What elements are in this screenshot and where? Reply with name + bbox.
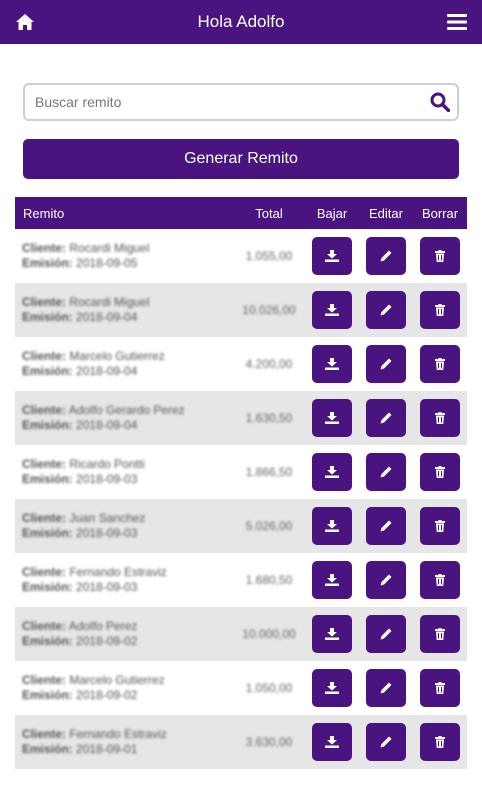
download-cell [305, 615, 359, 653]
emission-date: 2018-09-02 [76, 688, 138, 702]
emission-date: 2018-09-03 [76, 580, 138, 594]
pencil-icon [380, 358, 392, 370]
generate-remito-button[interactable]: Generar Remito [23, 139, 459, 179]
remito-cell [15, 511, 233, 541]
delete-button[interactable] [420, 507, 460, 545]
download-cell [305, 399, 359, 437]
download-cell [305, 561, 359, 599]
client-label: Cliente: [22, 241, 67, 255]
delete-cell [413, 669, 467, 707]
remito-cell [15, 619, 233, 649]
date-label: Emisión: [22, 688, 73, 702]
download-cell [305, 237, 359, 275]
trash-icon [435, 574, 445, 586]
delete-cell [413, 453, 467, 491]
table-row [15, 337, 467, 391]
total-cell: 3.630,00 [245, 735, 293, 749]
client-label: Cliente: [22, 457, 67, 471]
emission-date: 2018-09-02 [76, 634, 138, 648]
delete-button[interactable] [420, 453, 460, 491]
delete-button[interactable] [420, 615, 460, 653]
edit-cell [359, 723, 413, 761]
download-icon [325, 520, 339, 532]
client-line [22, 241, 233, 256]
table-body [15, 229, 467, 769]
total-cell: 5.026,00 [245, 519, 293, 533]
date-label: Emisión: [22, 418, 73, 432]
pencil-icon [380, 628, 392, 640]
pencil-icon [380, 412, 392, 424]
table-row [15, 283, 467, 337]
hamburger-menu-icon [447, 14, 467, 30]
column-header-remito: Remito [23, 205, 65, 221]
download-button[interactable] [312, 507, 352, 545]
emission-date: 2018-09-04 [76, 418, 138, 432]
edit-cell [359, 237, 413, 275]
delete-cell [413, 615, 467, 653]
total-cell: 1.630,50 [245, 411, 293, 425]
download-icon [325, 466, 339, 478]
remito-cell [15, 457, 233, 487]
date-label: Emisión: [22, 580, 73, 594]
download-button[interactable] [312, 669, 352, 707]
trash-icon [435, 736, 445, 748]
table-row [15, 499, 467, 553]
delete-button[interactable] [420, 237, 460, 275]
date-line [22, 634, 233, 649]
download-icon [325, 250, 339, 262]
client-name: Rocardi Miguel [69, 241, 150, 255]
download-icon [325, 358, 339, 370]
delete-cell [413, 237, 467, 275]
edit-button[interactable] [366, 345, 406, 383]
edit-cell [359, 453, 413, 491]
delete-button[interactable] [420, 291, 460, 329]
emission-date: 2018-09-04 [76, 310, 138, 324]
download-cell [305, 345, 359, 383]
client-label: Cliente: [22, 673, 67, 687]
delete-cell [413, 399, 467, 437]
client-line [22, 349, 233, 364]
download-button[interactable] [312, 237, 352, 275]
client-line [22, 565, 233, 580]
trash-icon [435, 682, 445, 694]
client-line [22, 403, 233, 418]
remito-cell [15, 673, 233, 703]
edit-button[interactable] [366, 615, 406, 653]
column-header-edit: Editar [369, 205, 403, 221]
home-button[interactable] [12, 9, 38, 35]
date-line [22, 742, 233, 757]
date-line [22, 472, 233, 487]
client-label: Cliente: [22, 403, 67, 417]
delete-button[interactable] [420, 723, 460, 761]
menu-button[interactable] [444, 9, 470, 35]
client-name: Marcelo Gutierrez [69, 349, 165, 363]
download-cell [305, 507, 359, 545]
date-line [22, 256, 233, 271]
remito-cell [15, 349, 233, 379]
column-header-download: Bajar [316, 205, 348, 221]
delete-cell [413, 291, 467, 329]
pencil-icon [380, 736, 392, 748]
table-header [15, 197, 467, 229]
table-row [15, 229, 467, 283]
date-line [22, 364, 233, 379]
download-cell [305, 291, 359, 329]
edit-cell [359, 561, 413, 599]
download-button[interactable] [312, 723, 352, 761]
client-name: Adolfo Perez [68, 619, 138, 633]
edit-cell [359, 291, 413, 329]
download-button[interactable] [312, 345, 352, 383]
client-line [22, 295, 233, 310]
edit-cell [359, 615, 413, 653]
total-cell: 1.680,50 [245, 573, 293, 587]
download-icon [325, 628, 339, 640]
client-line [22, 727, 233, 742]
trash-icon [435, 466, 445, 478]
delete-button[interactable] [420, 399, 460, 437]
delete-button[interactable] [420, 669, 460, 707]
pencil-icon [380, 682, 392, 694]
edit-cell [359, 345, 413, 383]
download-cell [305, 723, 359, 761]
search-icon [430, 92, 450, 112]
edit-button[interactable] [366, 507, 406, 545]
emission-date: 2018-09-03 [76, 472, 138, 486]
client-label: Cliente: [22, 295, 67, 309]
emission-date: 2018-09-04 [76, 364, 138, 378]
download-button[interactable] [312, 291, 352, 329]
edit-button[interactable] [366, 669, 406, 707]
trash-icon [435, 304, 445, 316]
emission-date: 2018-09-05 [76, 256, 138, 270]
remito-cell [15, 295, 233, 325]
date-line [22, 418, 233, 433]
edit-button[interactable] [366, 237, 406, 275]
client-name: Ricardo Pontti [69, 457, 145, 471]
client-label: Cliente: [22, 727, 67, 741]
client-label: Cliente: [22, 349, 67, 363]
table-row [15, 715, 467, 769]
date-label: Emisión: [22, 526, 73, 540]
trash-icon [435, 250, 445, 262]
emission-date: 2018-09-03 [76, 526, 138, 540]
total-cell: 1.866,50 [245, 465, 293, 479]
client-label: Cliente: [22, 565, 67, 579]
table-row [15, 661, 467, 715]
edit-button[interactable] [366, 723, 406, 761]
client-label: Cliente: [22, 511, 67, 525]
client-name: Rocardi Miguel [69, 295, 150, 309]
trash-icon [435, 520, 445, 532]
delete-button[interactable] [420, 345, 460, 383]
client-name: Fernando Estraviz [69, 727, 167, 741]
total-cell: 4.200,00 [245, 357, 293, 371]
client-name: Adolfo Gerardo Perez [68, 403, 185, 417]
client-line [22, 511, 233, 526]
edit-cell [359, 399, 413, 437]
pencil-icon [380, 520, 392, 532]
table-row [15, 445, 467, 499]
client-line [22, 673, 233, 688]
date-label: Emisión: [22, 742, 73, 756]
date-label: Emisión: [22, 472, 73, 486]
download-button[interactable] [312, 615, 352, 653]
download-button[interactable] [312, 399, 352, 437]
download-icon [325, 304, 339, 316]
remito-cell [15, 727, 233, 757]
edit-button[interactable] [366, 561, 406, 599]
delete-cell [413, 723, 467, 761]
emission-date: 2018-09-01 [76, 742, 138, 756]
greeting-title: Hola Adolfo [197, 12, 285, 31]
table-row [15, 607, 467, 661]
trash-icon [435, 628, 445, 640]
client-line [22, 619, 233, 634]
pencil-icon [380, 304, 392, 316]
download-button[interactable] [312, 561, 352, 599]
search-box [23, 83, 459, 121]
pencil-icon [380, 250, 392, 262]
home-icon [15, 13, 35, 31]
remito-cell [15, 403, 233, 433]
download-cell [305, 669, 359, 707]
date-line [22, 310, 233, 325]
search-button[interactable] [423, 85, 457, 119]
date-line [22, 688, 233, 703]
remitos-table [15, 197, 467, 769]
client-name: Juan Sanchez [69, 511, 146, 525]
date-line [22, 580, 233, 595]
pencil-icon [380, 466, 392, 478]
total-cell: 10.026,00 [242, 303, 296, 317]
date-line [22, 526, 233, 541]
total-cell: 10.000,00 [242, 627, 296, 641]
client-name: Fernando Estraviz [69, 565, 167, 579]
table-row [15, 391, 467, 445]
download-button[interactable] [312, 453, 352, 491]
download-icon [325, 574, 339, 586]
total-cell: 1.055,00 [245, 249, 293, 263]
client-name: Marcelo Gutierrez [69, 673, 165, 687]
download-icon [325, 682, 339, 694]
edit-button[interactable] [366, 291, 406, 329]
date-label: Emisión: [22, 634, 73, 648]
delete-cell [413, 345, 467, 383]
column-header-total: Total [255, 205, 283, 221]
trash-icon [435, 412, 445, 424]
pencil-icon [380, 574, 392, 586]
date-label: Emisión: [22, 256, 73, 270]
search-input[interactable] [25, 85, 423, 119]
total-cell: 1.050,00 [245, 681, 293, 695]
client-label: Cliente: [22, 619, 67, 633]
top-navbar [0, 0, 482, 44]
column-header-delete: Borrar [421, 205, 459, 221]
remito-cell [15, 565, 233, 595]
delete-button[interactable] [420, 561, 460, 599]
download-icon [325, 736, 339, 748]
date-label: Emisión: [22, 364, 73, 378]
edit-button[interactable] [366, 399, 406, 437]
remito-cell [15, 241, 233, 271]
delete-cell [413, 561, 467, 599]
download-icon [325, 412, 339, 424]
date-label: Emisión: [22, 310, 73, 324]
table-row [15, 553, 467, 607]
download-cell [305, 453, 359, 491]
edit-cell [359, 507, 413, 545]
client-line [22, 457, 233, 472]
trash-icon [435, 358, 445, 370]
delete-cell [413, 507, 467, 545]
edit-cell [359, 669, 413, 707]
edit-button[interactable] [366, 453, 406, 491]
